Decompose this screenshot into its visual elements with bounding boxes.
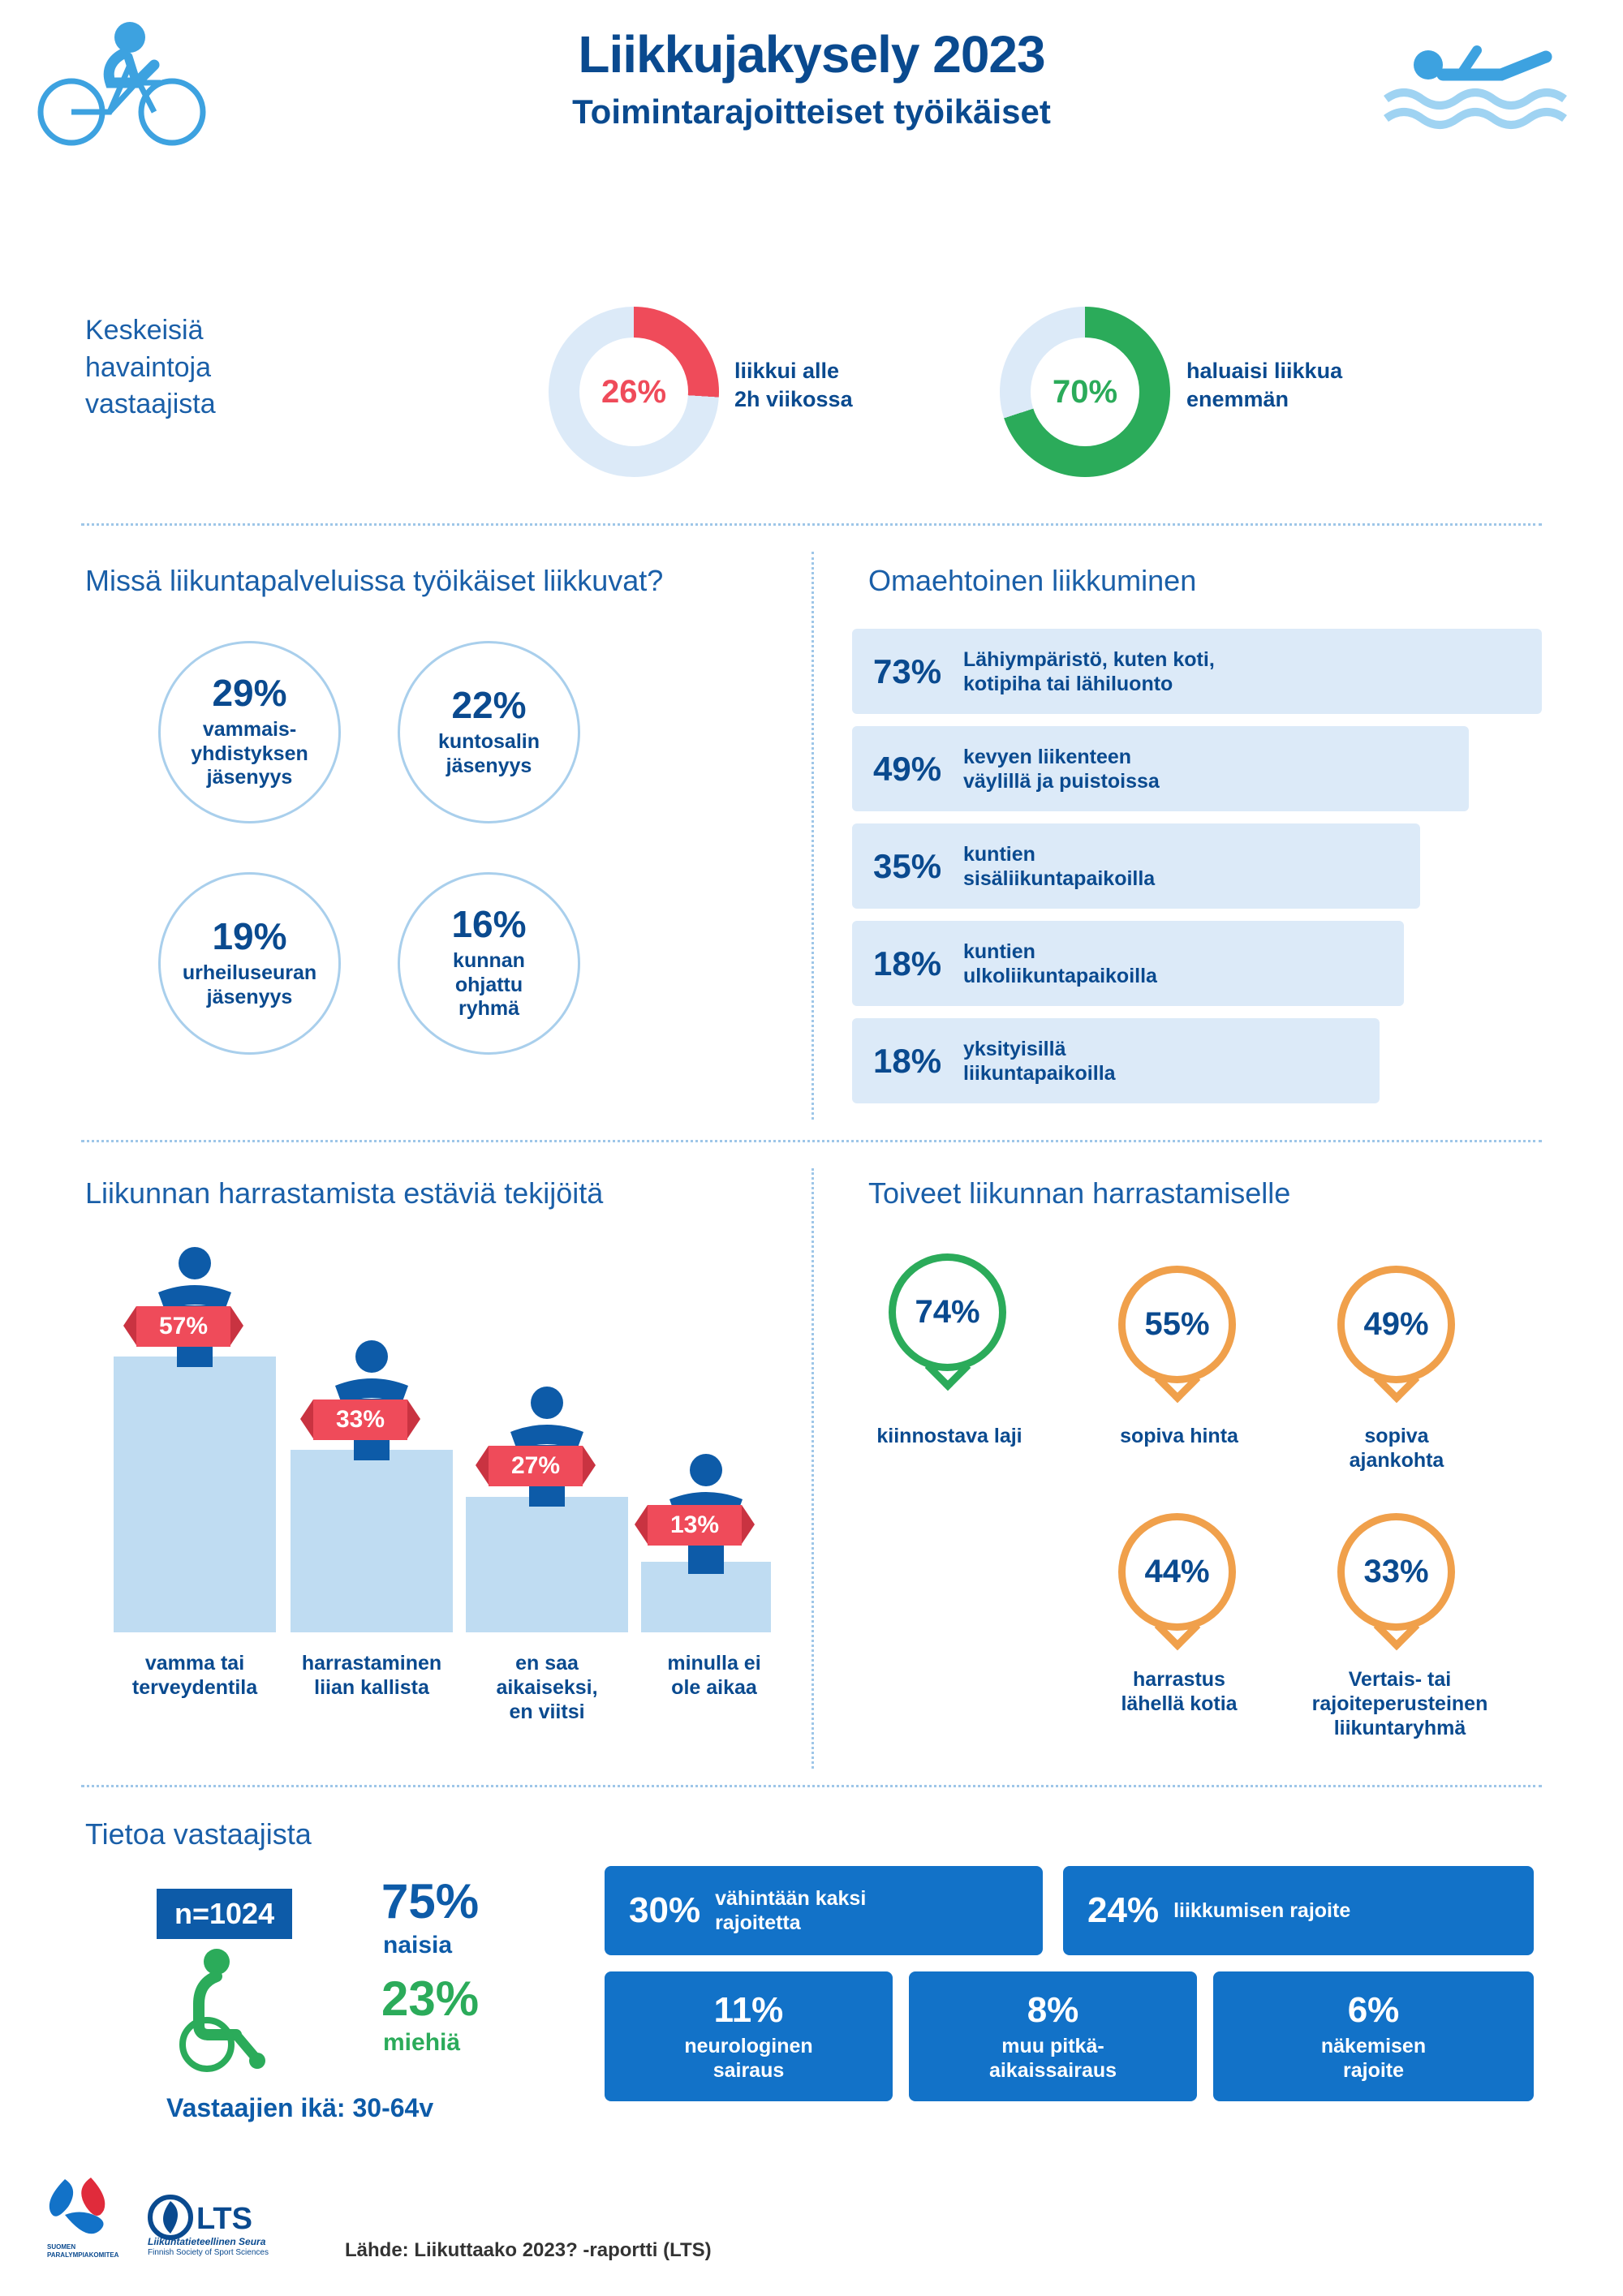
barrier-label-2-l1: harrastaminen [301, 1652, 442, 1675]
barrier-ribbon-1-value: 57% [158, 1313, 209, 1339]
barriers-title: Liikunnan harrastamista estäviä tekijöitä [85, 1176, 604, 1210]
divider-1 [81, 523, 1542, 526]
respondent-card-3-label [684, 2034, 812, 2083]
service-circle-1-label-l3: jäsenyys [206, 766, 293, 789]
respondent-card-1-label-l1: vähintään kaksi [715, 1887, 867, 1910]
respondent-card-2 [1063, 1866, 1534, 1955]
wish-label-5 [1282, 1667, 1518, 1740]
service-circle-1-label [191, 718, 308, 790]
respondent-card-5 [1213, 1971, 1534, 2101]
self-directed-bar-5-value: 18% [873, 1041, 942, 1080]
wish-pin-5-value: 33% [1337, 1513, 1455, 1631]
respondent-card-1 [605, 1866, 1043, 1955]
service-circle-3-label-l1: urheiluseuran [182, 961, 317, 984]
barrier-label-1-l1: vamma tai [144, 1652, 245, 1675]
divider-vertical-2 [812, 1168, 814, 1769]
wish-label-5-l3: liikuntaryhmä [1333, 1717, 1466, 1739]
donut-26-caption [734, 357, 853, 414]
women-label: naisia [383, 1932, 453, 1958]
respondent-card-3-label-l2: sairaus [712, 2059, 785, 2082]
self-directed-bar-5-label-l2: liikuntapaikoilla [963, 1061, 1116, 1085]
service-circle-1-value: 29% [212, 672, 287, 715]
barrier-label-3 [450, 1651, 644, 1724]
barrier-ribbon-1 [136, 1306, 230, 1347]
barrier-label-3-l1: en saa [515, 1652, 579, 1675]
barrier-label-3-l2: aikaiseksi, [496, 1676, 598, 1699]
respondent-card-4 [909, 1971, 1197, 2101]
respondent-count-value: n=1024 [174, 1897, 275, 1930]
barrier-ribbon-4 [648, 1505, 742, 1546]
barrier-ribbon-3 [489, 1446, 583, 1486]
service-circle-4 [398, 872, 580, 1055]
self-directed-bar-2-label [963, 745, 1160, 793]
respondent-card-2-value: 24% [1087, 1890, 1160, 1930]
divider-3 [81, 1785, 1542, 1787]
lts-logo [146, 2195, 292, 2264]
donut-70-value: 70% [1031, 338, 1139, 446]
respondent-card-4-label-l2: aikaissairaus [988, 2059, 1117, 2082]
donut-70-caption [1186, 357, 1342, 414]
service-circle-2-value: 22% [451, 684, 527, 726]
donut-26-caption-line1: liikkui alle [734, 359, 840, 383]
donut-70 [1000, 307, 1170, 477]
men-pct-value: 23% [381, 1971, 480, 2026]
service-circle-2-label [438, 730, 540, 778]
respondent-card-4-label [989, 2034, 1117, 2083]
divider-2 [81, 1140, 1542, 1142]
self-directed-bar-4 [852, 921, 1404, 1006]
wish-pin-3-value: 49% [1337, 1266, 1455, 1383]
respondent-card-5-value: 6% [1347, 1990, 1400, 2030]
self-directed-bar-1-value: 73% [873, 651, 942, 690]
key-findings-label-line1: Keskeisiä [85, 315, 204, 346]
swimmer-icon [1380, 32, 1591, 138]
source-note: Lähde: Liikuttaako 2023? -raportti (LTS) [345, 2239, 712, 2261]
self-directed-bar-5-label [963, 1037, 1116, 1086]
self-directed-bar-2-value: 49% [873, 749, 942, 788]
self-directed-bar-3-label-l1: kuntien [963, 842, 1035, 866]
service-circle-1-label-l2: yhdistyksen [191, 742, 308, 765]
donut-70-caption-line1: haluaisi liikkua [1186, 359, 1343, 383]
barrier-ribbon-3-value: 27% [510, 1452, 561, 1479]
service-circle-2-label-l2: jäsenyys [446, 754, 532, 777]
barrier-bar-2 [291, 1450, 453, 1632]
donut-26-value: 26% [579, 338, 688, 446]
wish-label-5-l2: rajoiteperusteinen [1311, 1692, 1488, 1715]
wish-label-5-l1: Vertais- tai [1348, 1668, 1452, 1691]
wish-label-2-l1: sopiva hinta [1120, 1425, 1238, 1447]
service-circle-4-label-l3: ryhmä [458, 997, 520, 1021]
wish-label-4 [1078, 1667, 1281, 1716]
key-findings-label [85, 312, 216, 424]
wish-label-4-l2: lähellä kotia [1121, 1692, 1238, 1715]
page-title: Liikkujakysely 2023 [578, 25, 1045, 84]
self-directed-bar-4-value: 18% [873, 944, 942, 982]
self-directed-bar-3-label-l2: sisäliikuntapaikoilla [963, 866, 1156, 890]
barrier-label-4 [617, 1651, 812, 1700]
barrier-ribbon-4-value: 13% [669, 1511, 720, 1538]
age-range-label: Vastaajien ikä: 30-64v [166, 2093, 434, 2122]
respondent-card-2-label-l1: liikkumisen rajoite [1173, 1899, 1351, 1922]
barrier-label-4-l1: minulla ei [667, 1652, 761, 1675]
barrier-ribbon-2-value: 33% [335, 1406, 385, 1433]
respondents-title: Tietoa vastaajista [85, 1817, 312, 1851]
wish-label-3-l1: sopiva [1364, 1425, 1429, 1447]
wheelchair-icon [166, 1947, 280, 2077]
self-directed-bar-4-label-l1: kuntien [963, 939, 1035, 963]
barrier-bar-1 [114, 1357, 276, 1632]
wish-pin-4-value: 44% [1118, 1513, 1236, 1631]
service-circle-4-label-l1: kunnan [453, 949, 525, 973]
respondent-card-4-label-l1: muu pitkä- [1001, 2035, 1104, 2057]
service-circle-4-label-l2: ohjattu [454, 973, 523, 996]
respondent-card-2-label [1173, 1898, 1350, 1923]
divider-vertical-1 [812, 552, 814, 1120]
men-label: miehiä [383, 2029, 461, 2056]
self-directed-bar-2-label-l2: väylillä ja puistoissa [963, 769, 1160, 793]
self-directed-bar-3 [852, 823, 1420, 909]
service-circle-4-label [453, 949, 525, 1021]
respondent-card-3 [605, 1971, 893, 2101]
key-findings-label-line3: vastaajista [85, 389, 216, 420]
wish-label-4-l1: harrastus [1133, 1668, 1225, 1691]
donut-26 [549, 307, 719, 477]
respondent-card-3-label-l1: neurologinen [684, 2035, 813, 2057]
self-directed-bar-5-label-l1: yksityisillä [963, 1037, 1066, 1060]
barrier-label-3-l3: en viitsi [509, 1701, 585, 1723]
wish-pin-1-value: 74% [889, 1253, 1006, 1371]
service-circle-1 [158, 641, 341, 823]
wish-pin-2-value: 55% [1118, 1266, 1236, 1383]
donut-26-caption-line2: 2h viikossa [734, 387, 853, 412]
self-directed-bar-2 [852, 726, 1469, 811]
donut-70-caption-line2: enemmän [1186, 387, 1289, 412]
self-directed-title: Omaehtoinen liikkuminen [868, 564, 1197, 597]
self-directed-bar-3-label [963, 842, 1155, 891]
service-circle-2-label-l1: kuntosalin [437, 730, 540, 753]
svg-text:SUOMEN: SUOMEN [47, 2243, 76, 2251]
wish-pin-4 [1118, 1513, 1236, 1631]
self-directed-bar-5 [852, 1018, 1380, 1103]
wish-label-2 [1078, 1424, 1281, 1448]
svg-text:Liikuntatieteellinen Seura: Liikuntatieteellinen Seura [148, 2236, 266, 2247]
respondent-card-4-value: 8% [1027, 1990, 1079, 2030]
self-directed-bar-1 [852, 629, 1542, 714]
wish-pin-1 [889, 1253, 1006, 1371]
wish-label-3 [1295, 1424, 1498, 1473]
respondent-count-badge [157, 1889, 292, 1939]
wish-label-1 [844, 1424, 1055, 1448]
service-circle-3-label-l2: jäsenyys [206, 985, 293, 1008]
service-circle-3-value: 19% [212, 915, 287, 957]
wish-pin-2 [1118, 1266, 1236, 1383]
barrier-label-4-l2: ole aikaa [671, 1676, 757, 1699]
respondent-card-1-value: 30% [629, 1890, 701, 1930]
paralympic-committee-logo [41, 2174, 134, 2264]
respondent-card-1-label [715, 1886, 866, 1935]
respondent-card-5-label-l2: rajoite [1342, 2059, 1405, 2082]
women-stat [381, 1876, 479, 1927]
self-directed-bar-1-label-l2: kotipiha tai lähiluonto [963, 672, 1173, 695]
wish-pin-3 [1337, 1266, 1455, 1383]
women-pct-value: 75% [381, 1874, 480, 1928]
respondent-card-5-label [1321, 2034, 1426, 2083]
self-directed-bar-1-label [963, 647, 1215, 696]
service-circle-1-label-l1: vammais- [202, 718, 297, 742]
self-directed-bar-4-label [963, 939, 1157, 988]
service-circle-4-value: 16% [451, 903, 527, 946]
self-directed-bar-3-value: 35% [873, 846, 942, 885]
men-stat [381, 1973, 479, 2024]
barrier-label-2-l2: liian kallista [314, 1676, 429, 1699]
wish-pin-5 [1337, 1513, 1455, 1631]
self-directed-bar-2-label-l1: kevyen liikenteen [963, 745, 1132, 768]
service-circle-3 [158, 872, 341, 1055]
wish-label-3-l2: ajankohta [1349, 1449, 1444, 1472]
svg-text:LTS: LTS [196, 2202, 252, 2236]
respondent-card-3-value: 11% [713, 1990, 784, 2030]
respondent-card-5-label-l1: näkemisen [1320, 2035, 1427, 2057]
key-findings-label-line2: havaintoja [85, 351, 212, 383]
svg-text:Finnish Society of Sport Scien: Finnish Society of Sport Sciences [148, 2248, 269, 2257]
barrier-label-1-l2: terveydentila [131, 1676, 258, 1699]
svg-text:PARALYMPIAKOMITEA: PARALYMPIAKOMITEA [47, 2251, 119, 2259]
barrier-ribbon-2 [313, 1400, 407, 1440]
service-circle-3-label [183, 961, 316, 1009]
services-title: Missä liikuntapalveluissa työikäiset liikkuvat? [85, 564, 664, 597]
self-directed-bar-1-label-l1: Lähiympäristö, kuten koti, [963, 647, 1215, 671]
page-subtitle: Toimintarajoitteiset työikäiset [572, 92, 1051, 131]
wishes-title: Toiveet liikunnan harrastamiselle [868, 1176, 1291, 1210]
barrier-bar-3 [466, 1497, 628, 1632]
service-circle-2 [398, 641, 580, 823]
self-directed-bar-4-label-l2: ulkoliikuntapaikoilla [963, 964, 1157, 987]
respondent-card-1-label-l2: rajoitetta [715, 1911, 801, 1934]
wish-label-1-l1: kiinnostava laji [876, 1425, 1022, 1447]
